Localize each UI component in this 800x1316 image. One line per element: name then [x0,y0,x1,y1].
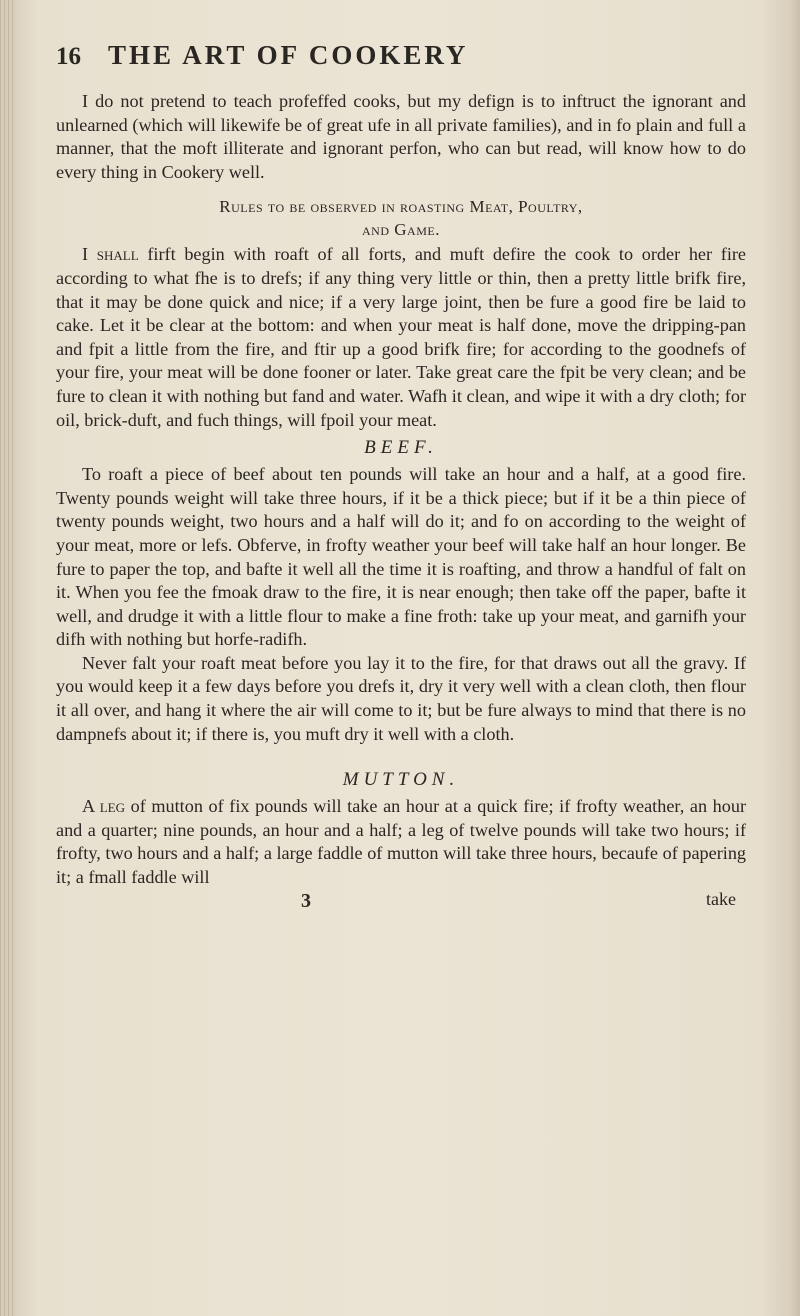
intro-paragraph: I do not pretend to teach profeffed cooks, but my defign is to inftruct the ignorant and unlearned (which will likewife be of great ufe in all private families), and in fo plain and full a manner, that the moft illiterate and ignorant perfon, who can but read, will know how to do every thing in Cookery well. [56,91,746,182]
catchword: take [706,888,736,909]
signature-mark: 3 [301,889,311,912]
page-spine [0,0,16,1316]
beef-paragraph-1: To roaft a piece of beef about ten pounds will take an hour and a half, at a good fire. Twenty pounds weight will take three hours, if it be a thick piece; but if it be a thin piece of twenty pounds weight, two hours and a half will do it; and fo on according to the weight of your meat, more or lefs. Obferve, in frofty weather your beef will take half an hour longer. Be fure to paper the top, and bafte it well all the time it is roafting, and throw a handful of falt on it. When you fee the fmoak draw to the fire, it is near enough; then take off the paper, bafte it well, and drudge it with a little flour to make a fine froth: take up your meat, and garnifh your difh with nothing but horfe-radifh. [56,464,746,650]
rules-text: firft begin with roaft of all forts, and muft defire the cook to order her fire according to what fhe is to drefs; if any thing very little or thin, then a pretty little brifk fire, that it may be done quick and nice; if a very large joint, then be fure a good fire be laid to cake. Let it be clear at the bottom: and when your meat is half done, move the dripping-pan and fpit a little from the fire, and ftir up a good brifk fire; for according to the goodnefs of your fire, your meat will be done fooner or later. Take great care the fpit be very clean; and be fure to clean it with nothing but fand and water. Wafh it clean, and wipe it with a dry cloth; for oil, brick-duft, and fuch things, will fpoil your meat. [56,244,746,430]
rules-heading-line1: Rules to be observed in roasting Meat, Poultry, [219,197,583,217]
mutton-lead-words: A leg [82,796,126,817]
page-number: 16 [56,43,81,70]
page-footer [56,888,746,912]
mutton-text: of mutton of fix pounds will take an hour at a quick fire; if frofty weather, an hour and a quarter; nine pounds, an hour and a half; a leg of twelve pounds will take two hours; if frofty, two hours and a half; a large faddle of mutton will take three hours, becaufe of papering it; a fmall faddle will [56,796,746,888]
mutton-paragraph [56,795,746,889]
page-content [56,40,746,912]
rules-heading-line2: and Game. [362,220,440,240]
page-header [56,40,746,80]
mutton-heading: MUTTON. [342,769,460,791]
beef-paragraph-2: Never falt your roaft meat before you lay it to the fire, for that draws out all the gravy. If you would keep it a few days before you drefs it, dry it very well with a clean cloth, then flour it all over, and hang it where the air will come to it; but be fure always to mind that there is no dampnefs about it; if there is, you muft dry it well with a cloth. [56,652,746,744]
rules-paragraph [56,243,746,432]
beef-heading: BEEF. [364,437,438,459]
rules-heading [56,195,746,241]
rules-lead-words: I shall [82,244,139,265]
running-head: THE ART OF COOKERY [108,40,469,70]
